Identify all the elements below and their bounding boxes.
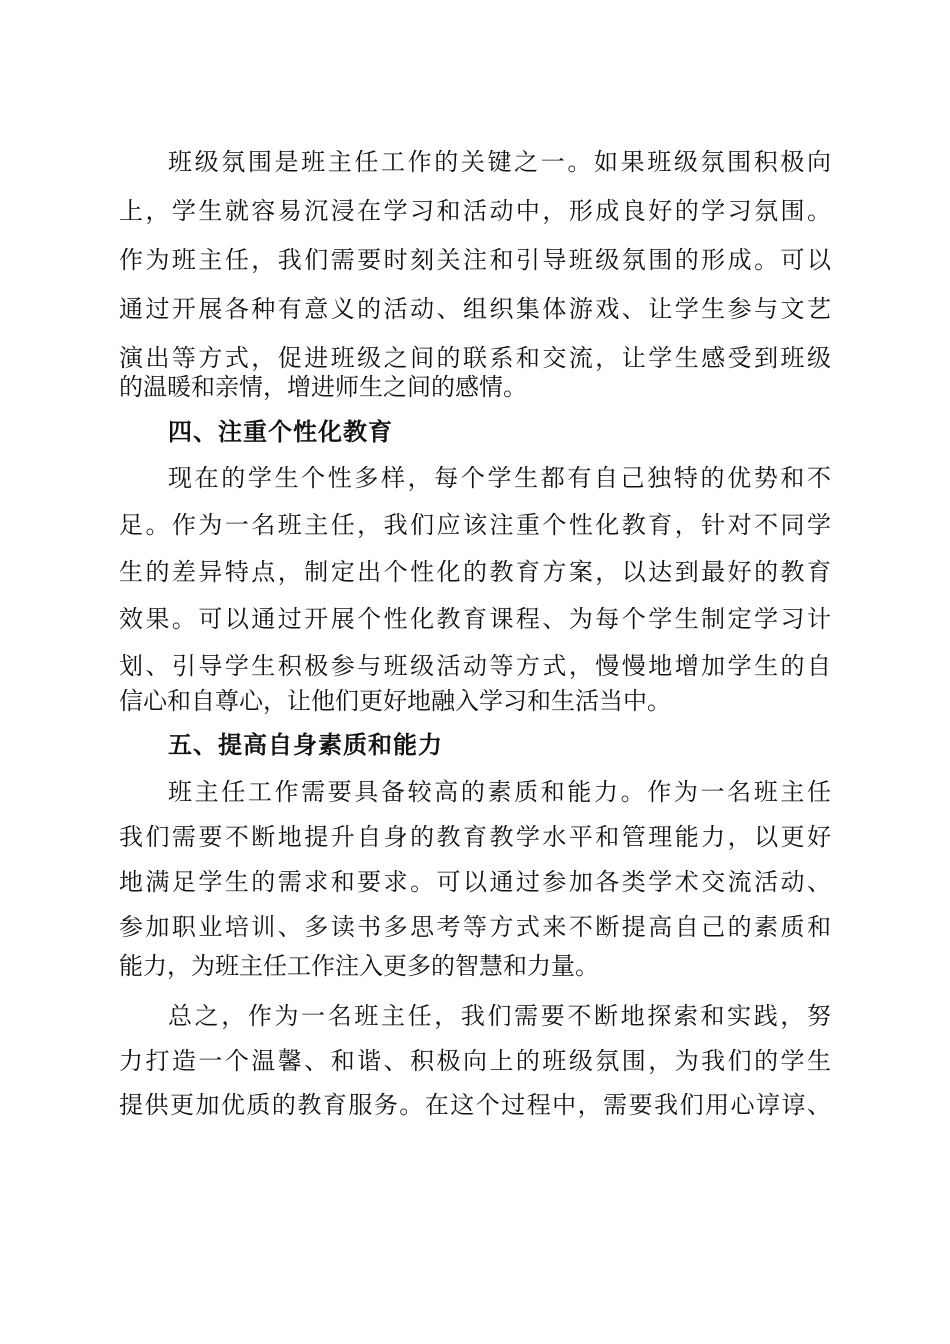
paragraph-line: 划、引导学生积极参与班级活动等方式，慢慢地增加学生的自 — [119, 652, 831, 680]
paragraph-line: 班级氛围是班主任工作的关键之一。如果班级氛围积极向 — [168, 148, 831, 176]
paragraph-line: 总之，作为一名班主任，我们需要不断地探索和实践，努 — [168, 1002, 831, 1030]
section-heading-5: 五、提高自身素质和能力 — [168, 731, 443, 759]
paragraph-line: 足。作为一名班主任，我们应该注重个性化教育，针对不同学 — [119, 511, 831, 539]
section-heading-4: 四、注重个性化教育 — [168, 418, 393, 446]
paragraph-line: 效果。可以通过开展个性化教育课程、为每个学生制定学习计 — [119, 605, 831, 633]
paragraph-line: 生的差异特点，制定出个性化的教育方案，以达到最好的教育 — [119, 558, 831, 586]
paragraph-line: 能力，为班主任工作注入更多的智慧和力量。 — [119, 952, 599, 980]
paragraph-line: 地满足学生的需求和要求。可以通过参加各类学术交流活动、 — [119, 868, 831, 896]
paragraph-line: 信心和自尊心，让他们更好地融入学习和生活当中。 — [119, 687, 671, 715]
paragraph-line: 作为班主任，我们需要时刻关注和引导班级氛围的形成。可以 — [119, 246, 831, 274]
paragraph-line: 上，学生就容易沉浸在学习和活动中，形成良好的学习氛围。 — [119, 197, 831, 225]
paragraph-line: 提供更加优质的教育服务。在这个过程中，需要我们用心谆谆、 — [119, 1091, 831, 1119]
paragraph-line: 的温暖和亲情，增进师生之间的感情。 — [119, 373, 527, 401]
paragraph-line: 演出等方式，促进班级之间的联系和交流，让学生感受到班级 — [119, 344, 831, 372]
paragraph-line: 班主任工作需要具备较高的素质和能力。作为一名班主任 — [168, 778, 831, 806]
paragraph-line: 参加职业培训、多读书多思考等方式来不断提高自己的素质和 — [119, 913, 831, 941]
paragraph-line: 现在的学生个性多样，每个学生都有自己独特的优势和不 — [168, 464, 831, 492]
paragraph-line: 我们需要不断地提升自身的教育教学水平和管理能力，以更好 — [119, 823, 831, 851]
paragraph-line: 通过开展各种有意义的活动、组织集体游戏、让学生参与文艺 — [119, 295, 831, 323]
paragraph-line: 力打造一个温馨、和谐、积极向上的班级氛围，为我们的学生 — [119, 1047, 831, 1075]
